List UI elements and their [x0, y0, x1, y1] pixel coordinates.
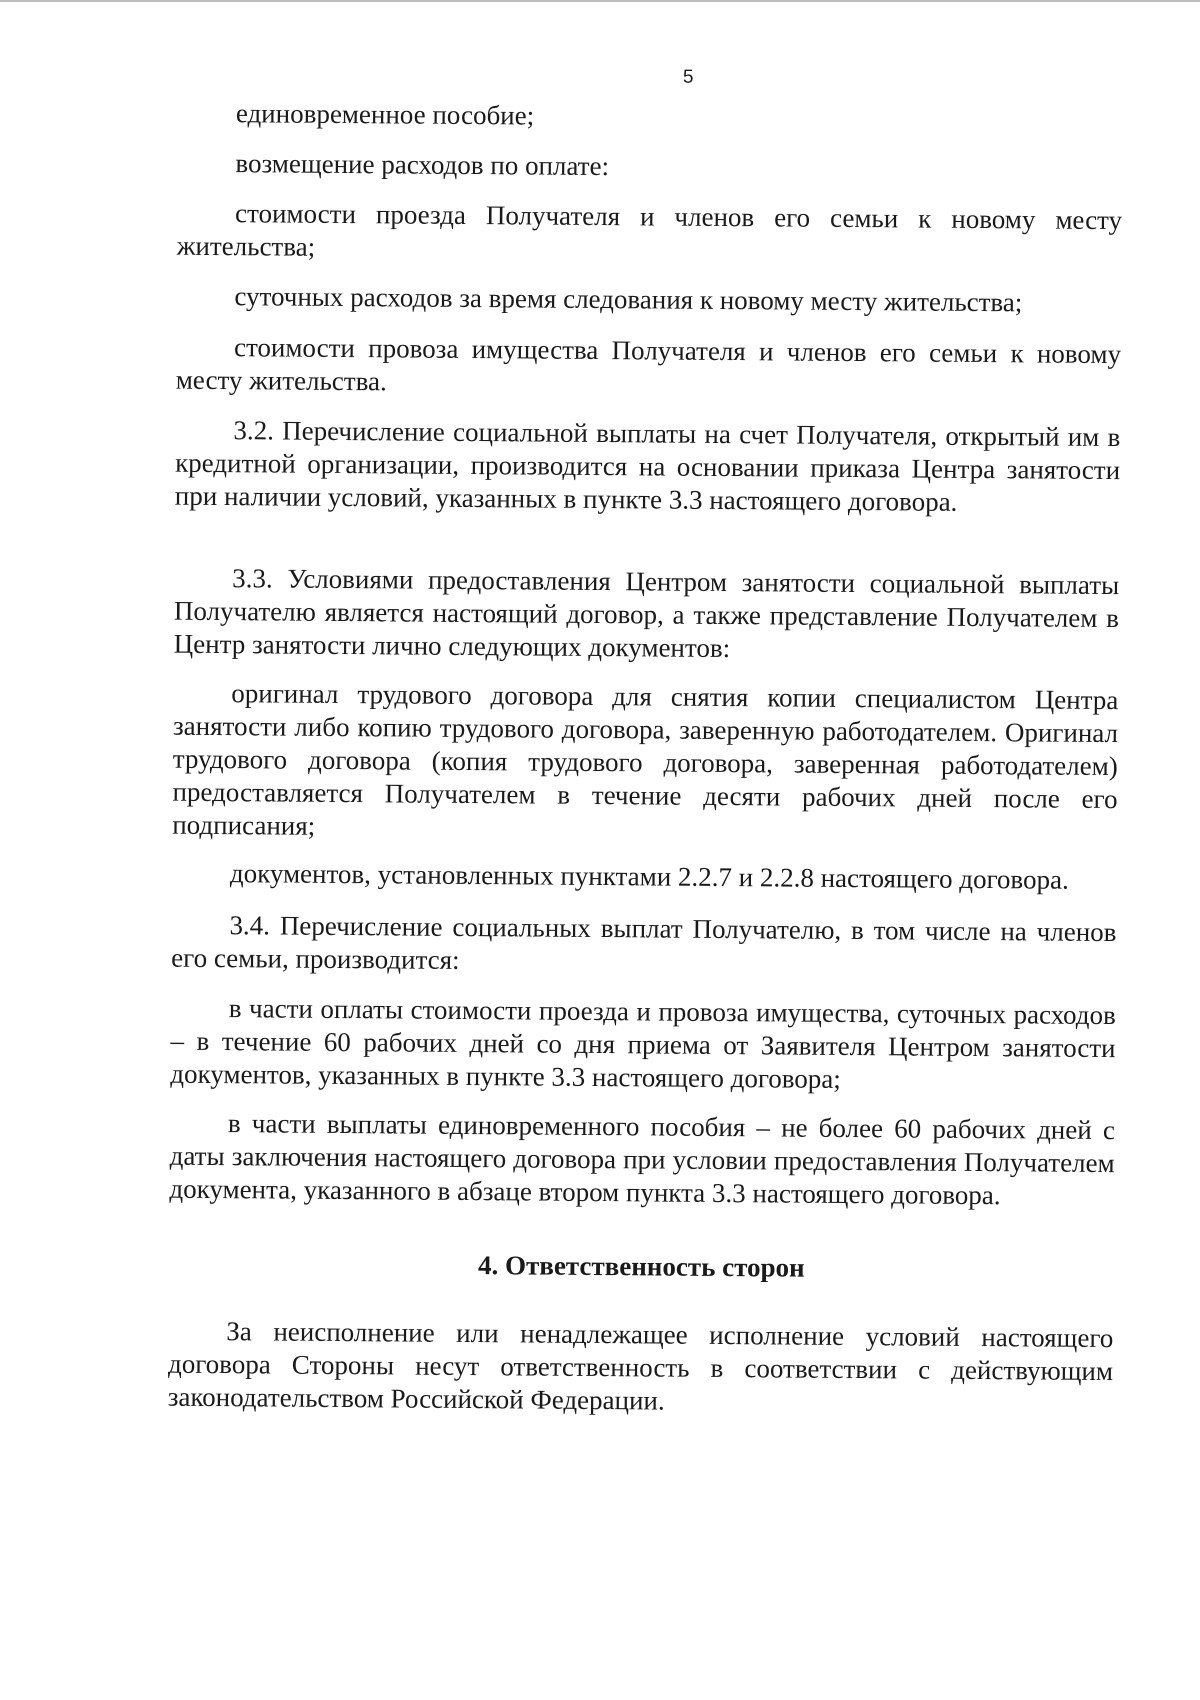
paragraph-travel-cost: стоимости проезда Получателя и членов его семьи к новому месту жительства; [176, 198, 1123, 262]
paragraph-travel-payment-term: в части оплаты стоимости проезда и провоза имущества, суточных расходов – в течение 60 рабочих дней со дня приема от Заявителя Центром занятости документов, указанных в пункте 3.3 настоящего договора; [170, 993, 1116, 1094]
paragraph-reimbursement: возмещение расходов по оплате: [235, 148, 610, 182]
page-number: 5 [682, 66, 694, 88]
paragraph-3-2: 3.2. Перечисление социальной выплаты на счет Получателя, открытый им в кредитной организации, производится на основании приказа Центра занятости при наличии условий, указанных в пункте 3.3 настоящего договора. [174, 415, 1121, 517]
paragraph-3-3: 3.3. Условиями предоставления Центром занятости социальной выплаты Получателю является настоящий договор, а также представление Получателем в Центр занятости лично следующих документов: [173, 563, 1120, 664]
paragraph-lump-sum: единовременное пособие; [235, 98, 535, 131]
paragraph-lump-sum-term: в части выплаты единовременного пособия – не более 60 рабочих дней с даты заключения настоящего договора при условии предоставления Получателем документа, указанного в абзаце втором пункта 3.3 настоящего договора. [169, 1108, 1116, 1211]
paragraph-3-4: 3.4. Перечисление социальных выплат Получателю, в том числе на членов его семьи, производится: [171, 910, 1117, 975]
paragraph-liability: За неисполнение или ненадлежащее исполнение условий настоящего договора Стороны несут ответственность в соответствии с действующим законодательством Российской Федерации. [167, 1316, 1114, 1416]
paragraph-original-contract: оригинал трудового договора для снятия копии специалистом Центра занятости либо копию трудового договора, заверенную работодателем. Оригинал трудового договора (копия трудового договора, заверенная работодателем) предоставляется Получателем в течение десяти рабочих дней после его подписания; [172, 678, 1119, 841]
section-4-heading: 4. Ответственность сторон [477, 1250, 805, 1283]
paragraph-documents: документов, установленных пунктами 2.2.7 и 2.2.8 настоящего договора. [229, 858, 1069, 895]
paragraph-daily-expenses: суточных расходов за время следования к новому месту жительства; [234, 281, 1023, 318]
paragraph-property-transport: стоимости провоза имущества Получателя и членов его семьи к новому месту жительства. [175, 332, 1122, 397]
